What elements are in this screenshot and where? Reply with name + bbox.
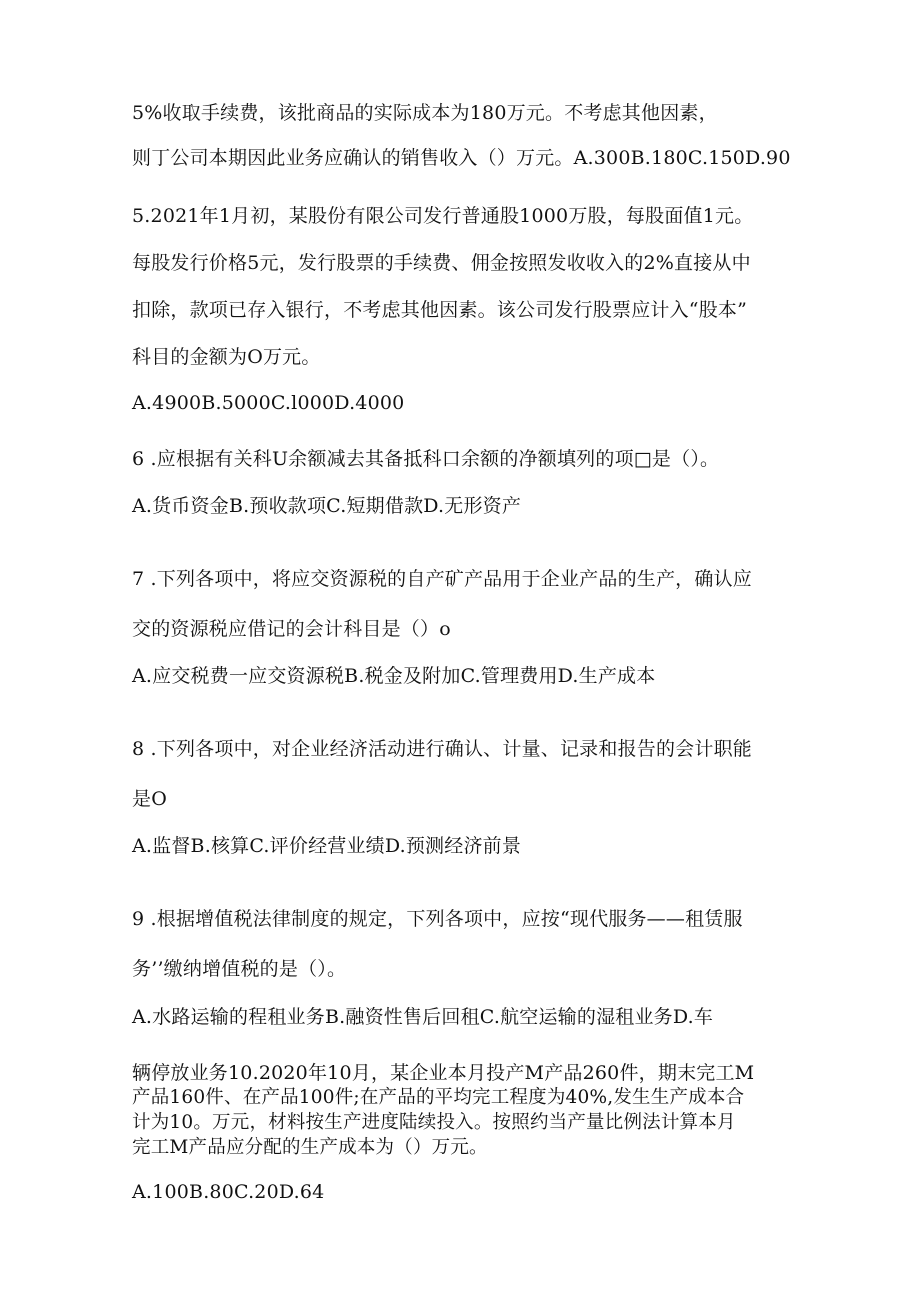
text-line: 则丁公司本期因此业务应确认的销售收入（）万元。A.300B.180C.150D.90 <box>132 147 791 169</box>
text-line: 每股发行价格5元，发行股票的手续费、佣金按照发收收入的2%直接从中 <box>132 252 751 274</box>
question-5-line: 5.2021年1月初，某股份有限公司发行普通股1000万股，每股面值1元。 <box>132 205 754 227</box>
text-line: 科目的金额为O万元。 <box>132 346 321 368</box>
text-line: 交的资源税应借记的会计科目是（）o <box>132 618 451 640</box>
question-10-line: 辆停放业务10.2020年10月，某企业本月投产M产品260件，期末完工M <box>132 1062 755 1084</box>
text-line: 务’’缴纳增值税的是（）。 <box>132 958 347 980</box>
text-line: 计为10。万元，材料按生产进度陆续投入。按照约当产量比例法计算本月 <box>132 1112 736 1133</box>
answer-options: A.水路运输的程租业务B.融资性售后回租C.航空运输的湿租业务D.车 <box>132 1006 714 1028</box>
question-6-line: 6 .应根据有关科U余额减去其备抵科口余额的净额填列的项□是（）。 <box>132 448 720 470</box>
answer-options: A.应交税费一应交资源税B.税金及附加C.管理费用D.生产成本 <box>132 665 656 687</box>
text-line: 产品160件、在产品100件;在产品的平均完工程度为40%,发生生产成本合 <box>132 1087 745 1108</box>
text-line: 扣除，款项已存入银行，不考虑其他因素。该公司发行股票应计入“股本” <box>132 299 748 321</box>
answer-options: A.100B.80C.20D.64 <box>132 1181 325 1203</box>
answer-options: A.货币资金B.预收款项C.短期借款D.无形资产 <box>132 495 522 517</box>
question-8-line: 8 .下列各项中，对企业经济活动进行确认、计量、记录和报告的会计职能 <box>132 738 752 760</box>
text-line: 完工M产品应分配的生产成本为（）万元。 <box>132 1137 488 1158</box>
question-9-line: 9 .根据增值税法律制度的规定，下列各项中，应按“现代服务——租赁服 <box>132 908 743 930</box>
text-line: 是O <box>132 788 167 810</box>
text-line: 5%收取手续费，该批商品的实际成本为180万元。不考虑其他因素， <box>132 102 718 124</box>
answer-options: A.4900B.5000C.l000D.4000 <box>132 392 405 414</box>
answer-options: A.监督B.核算C.评价经营业绩D.预测经济前景 <box>132 835 522 857</box>
question-7-line: 7 .下列各项中，将应交资源税的自产矿产品用于企业产品的生产，确认应 <box>132 568 752 590</box>
